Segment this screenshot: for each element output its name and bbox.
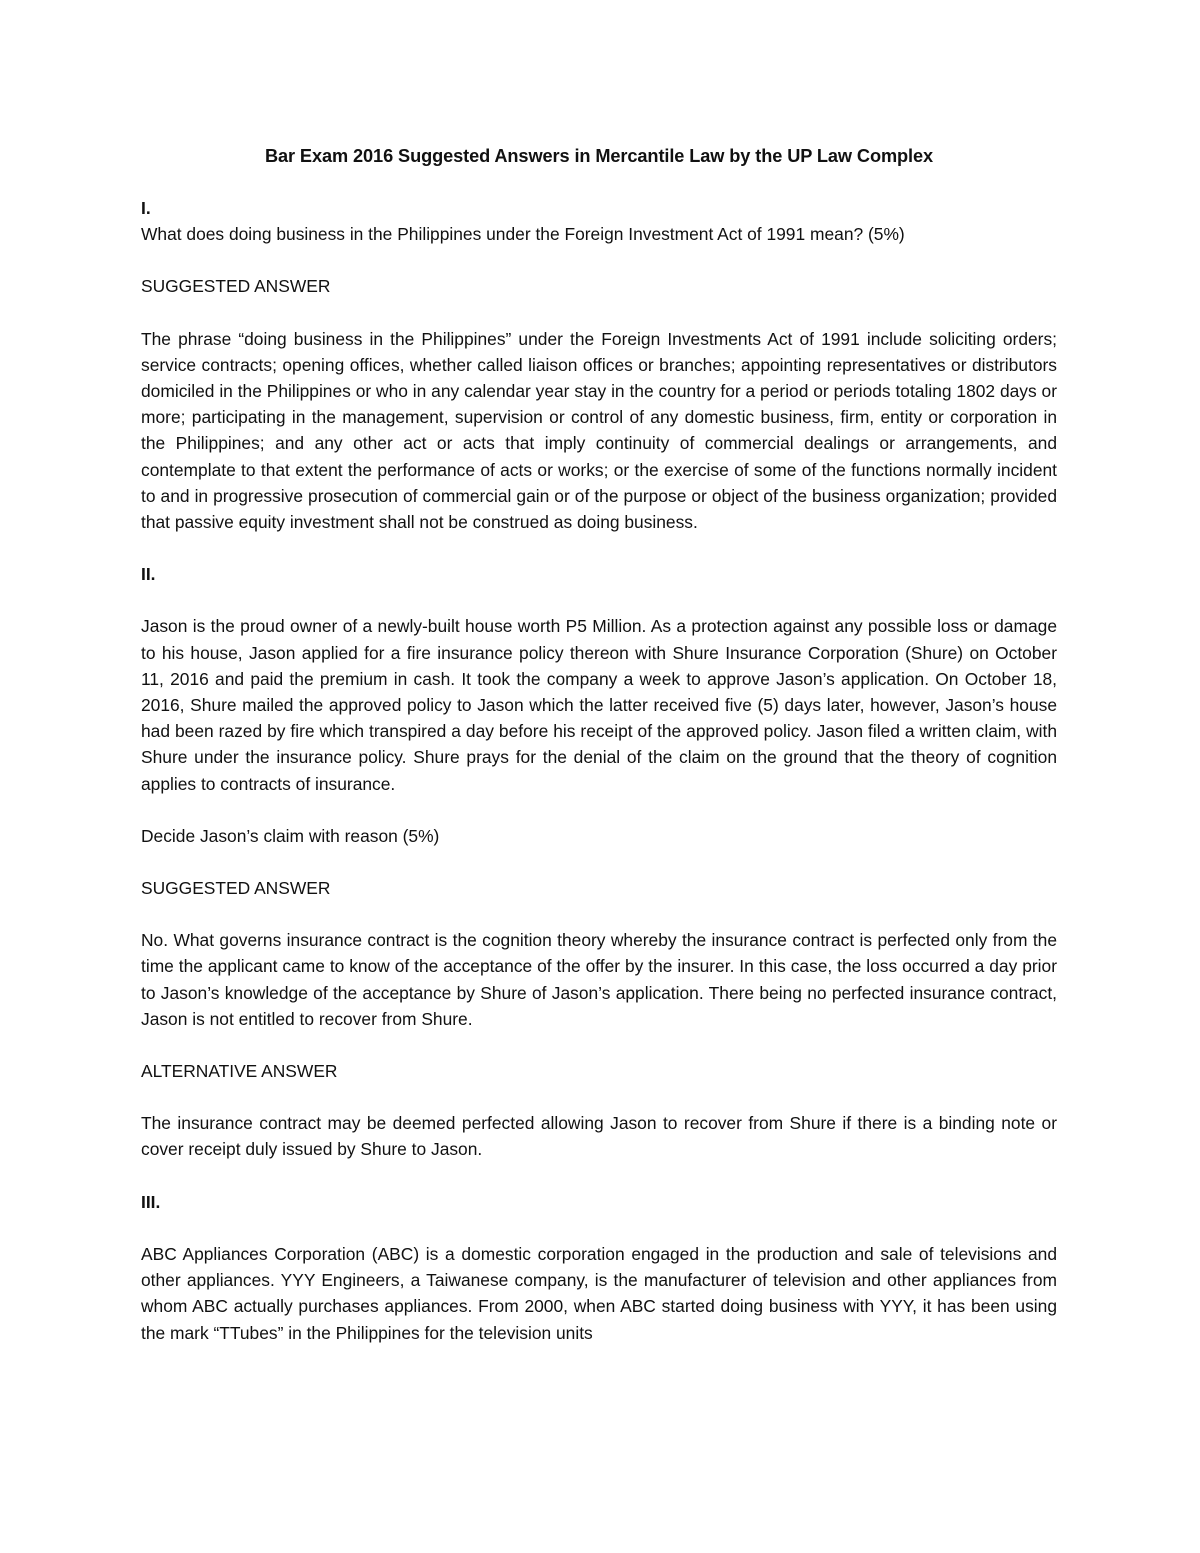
document-body: [141, 143, 1057, 1346]
facts-2: Jason is the proud owner of a newly-built house worth P5 Million. As a protection against any possible loss or damage to his house, Jason applied for a fire insurance policy thereon with Shure Insurance Corporation (Shure) on October 11, 2016 and paid the premium in cash. It took the company a week to approve Jason’s application. On October 18, 2016, Shure mailed the approved policy to Jason which the latter received five (5) days later, however, Jason’s house had been razed by fire which transpired a day before his receipt of the approved policy. Jason filed a written claim, with Shure under the insurance policy. Shure prays for the denial of the claim on the ground that the theory of cognition applies to contracts of insurance.: [141, 616, 1057, 794]
alternative-answer-heading-2: ALTERNATIVE ANSWER: [141, 1061, 338, 1082]
section-number-2: II.: [141, 564, 156, 585]
alternative-answer-2: The insurance contract may be deemed perfected allowing Jason to recover from Shure if there is a binding note or cover receipt duly issued by Shure to Jason.: [141, 1113, 1057, 1160]
question-2: Decide Jason’s claim with reason (5%): [141, 825, 440, 846]
question-1: What does doing business in the Philippines under the Foreign Investment Act of 1991 mean? (5%): [141, 224, 905, 245]
section-number-3: III.: [141, 1191, 161, 1212]
answer-1: The phrase “doing business in the Philippines” under the Foreign Investments Act of 1991 include soliciting orders; service contracts; opening offices, whether called liaison offices or branches; appointing representatives or distributors domiciled in the Philippines or who in any calendar year stay in the country for a period or periods totaling 1802 days or more; participating in the management, supervision or control of any domestic business, firm, entity or corporation in the Philippines; and any other act or acts that imply continuity of commercial dealings or arrangements, and contemplate to that extent the performance of acts or works; or the exercise of some of the functions normally incident to and in progressive prosecution of commercial gain or of the purpose or object of the business organization; provided that passive equity investment shall not be construed as doing business.: [141, 328, 1057, 533]
answer-heading-1: SUGGESTED ANSWER: [141, 276, 331, 297]
facts-3: ABC Appliances Corporation (ABC) is a domestic corporation engaged in the production and sale of televisions and other appliances. YYY Engineers, a Taiwanese company, is the manufacturer of television and other appliances from whom ABC actually purchases appliances. From 2000, when ABC started doing business with YYY, it has been using the mark “TTubes” in the Philippines for the television units: [141, 1243, 1057, 1343]
answer-heading-2: SUGGESTED ANSWER: [141, 878, 331, 899]
answer-2: No. What governs insurance contract is the cognition theory whereby the insurance contract is perfected only from the time the applicant came to know of the acceptance of the offer by the insurer. In this case, the loss occurred a day prior to Jason’s knowledge of the acceptance by Shure of Jason’s application. There being no perfected insurance contract, Jason is not entitled to recover from Shure.: [141, 930, 1057, 1029]
section-number-1: I.: [141, 198, 151, 218]
document-title: Bar Exam 2016 Suggested Answers in Mercantile Law by the UP Law Complex: [264, 146, 934, 166]
